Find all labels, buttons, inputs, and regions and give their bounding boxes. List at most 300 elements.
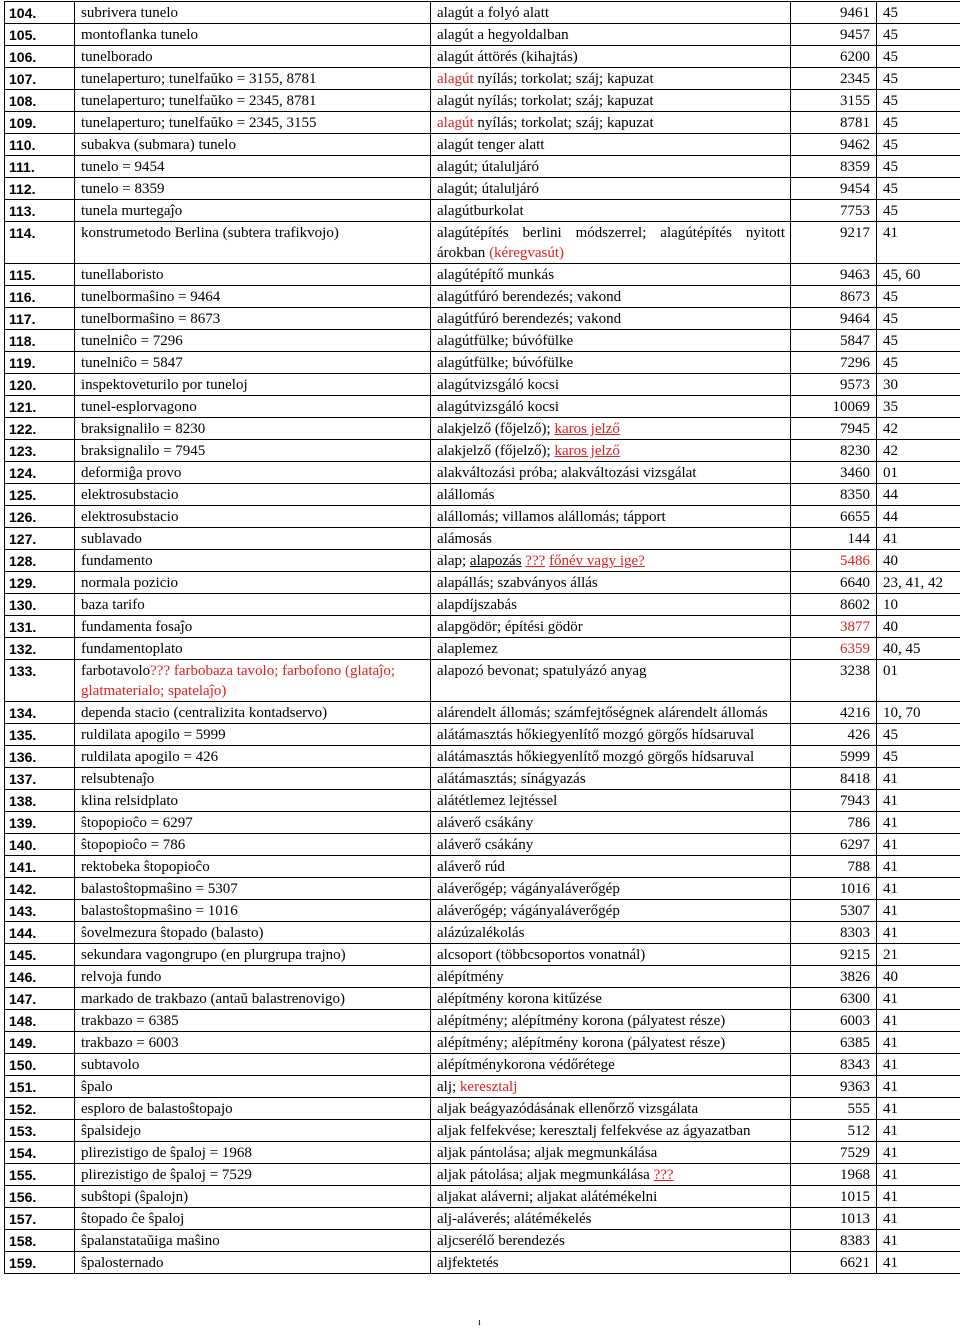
text-segment: 7943 [840, 793, 870, 809]
text-segment: karos jelző [554, 443, 620, 459]
esperanto-term [75, 68, 431, 90]
hungarian-term [431, 528, 791, 550]
text-segment: 512 [847, 1123, 870, 1139]
section-codes: 41 [877, 1142, 960, 1164]
table-row [5, 660, 960, 702]
row-number: 115. [5, 264, 75, 286]
section-codes: 45 [877, 352, 960, 374]
table-row [5, 572, 960, 594]
section-codes: 45 [877, 46, 960, 68]
row-number: 148. [5, 1010, 75, 1032]
table-row [5, 922, 960, 944]
term-code [791, 1252, 877, 1274]
esperanto-term [75, 1230, 431, 1252]
esperanto-term [75, 746, 431, 768]
table-row [5, 944, 960, 966]
text-segment: alátámasztás; sínágyazás [437, 771, 586, 787]
table-row [5, 462, 960, 484]
text-segment: 786 [847, 815, 870, 831]
table-row [5, 1010, 960, 1032]
text-segment: aljfektetés [437, 1255, 499, 1271]
text-segment: ŝovelmezura ŝtopado (balasto) [81, 925, 264, 941]
text-segment: 8350 [840, 487, 870, 503]
esperanto-term [75, 506, 431, 528]
text-segment: 6003 [840, 1013, 870, 1029]
text-segment: 8303 [840, 925, 870, 941]
text-segment: alap; [437, 553, 470, 569]
text-segment: fundamento [81, 553, 153, 569]
text-segment: aljak pántolása; aljak megmunkálása [437, 1145, 658, 1161]
row-number: 149. [5, 1032, 75, 1054]
esperanto-term [75, 178, 431, 200]
hungarian-term [431, 200, 791, 222]
row-number: 116. [5, 286, 75, 308]
term-code [791, 178, 877, 200]
text-segment: alcsoport (többcsoportos vonatnál) [437, 947, 646, 963]
esperanto-term [75, 156, 431, 178]
text-segment: tunel-esplorvagono [81, 399, 197, 415]
section-codes: 35 [877, 396, 960, 418]
table-row [5, 988, 960, 1010]
hungarian-term [431, 660, 791, 702]
text-segment: elektrosubstacio [81, 487, 179, 503]
text-segment: subrivera tunelo [81, 5, 179, 21]
text-segment: tunelniĉo = 7296 [81, 333, 183, 349]
hungarian-term [431, 944, 791, 966]
row-number: 155. [5, 1164, 75, 1186]
table-row [5, 396, 960, 418]
hungarian-term [431, 790, 791, 812]
section-codes: 42 [877, 440, 960, 462]
term-code [791, 222, 877, 264]
row-number: 130. [5, 594, 75, 616]
text-segment: alagút [437, 115, 474, 131]
text-segment: 8602 [840, 597, 870, 613]
text-segment: alagútépítés berlini módszerrel; alagútépítés nyitott árokban [437, 225, 785, 261]
text-segment: 7753 [840, 203, 870, 219]
section-codes: 41 [877, 922, 960, 944]
text-segment: 426 [847, 727, 870, 743]
hungarian-term [431, 1120, 791, 1142]
text-segment: alázúzalékolás [437, 925, 525, 941]
term-code [791, 374, 877, 396]
term-code [791, 572, 877, 594]
text-segment: 9464 [840, 311, 870, 327]
text-segment: tunelo = 8359 [81, 181, 165, 197]
text-segment: 7296 [840, 355, 870, 371]
text-segment: braksignalilo = 7945 [81, 443, 206, 459]
hungarian-term [431, 724, 791, 746]
table-row [5, 156, 960, 178]
text-segment: inspektoveturilo por tuneloj [81, 377, 248, 393]
hungarian-term [431, 550, 791, 572]
term-code [791, 878, 877, 900]
hungarian-term [431, 1054, 791, 1076]
text-segment: esploro de balastoŝtopajo [81, 1101, 233, 1117]
section-codes: 40 [877, 550, 960, 572]
hungarian-term [431, 1230, 791, 1252]
section-codes: 41 [877, 790, 960, 812]
text-segment: plirezistigo de ŝpaloj = 1968 [81, 1145, 252, 1161]
esperanto-term [75, 1120, 431, 1142]
table-row [5, 594, 960, 616]
term-code [791, 440, 877, 462]
row-number: 158. [5, 1230, 75, 1252]
section-codes: 41 [877, 222, 960, 264]
esperanto-term [75, 966, 431, 988]
text-segment: aljak beágyazódásának ellenőrző vizsgálata [437, 1101, 699, 1117]
term-code [791, 1230, 877, 1252]
table-row [5, 330, 960, 352]
text-segment: 3460 [840, 465, 870, 481]
hungarian-term [431, 374, 791, 396]
table-row [5, 1252, 960, 1274]
text-segment: baza tarifo [81, 597, 145, 613]
text-segment: aljak felfekvése; keresztalj felfekvése az ágyazatban [437, 1123, 751, 1139]
term-code [791, 308, 877, 330]
term-code [791, 944, 877, 966]
text-segment: 3877 [840, 619, 870, 635]
section-codes: 45 [877, 24, 960, 46]
text-segment: alagútvizsgáló kocsi [437, 399, 560, 415]
text-segment: 6621 [840, 1255, 870, 1271]
term-code [791, 46, 877, 68]
text-segment: 10069 [832, 399, 870, 415]
term-code [791, 156, 877, 178]
text-segment: tunelborado [81, 49, 153, 65]
term-code [791, 746, 877, 768]
text-segment: alagút a hegyoldalban [437, 27, 569, 43]
row-number: 132. [5, 638, 75, 660]
esperanto-term [75, 24, 431, 46]
term-code [791, 900, 877, 922]
hungarian-term [431, 702, 791, 724]
hungarian-term [431, 1076, 791, 1098]
text-segment: balastoŝtopmaŝino = 1016 [81, 903, 238, 919]
table-row [5, 528, 960, 550]
row-number: 125. [5, 484, 75, 506]
glossary-table [4, 1, 960, 1274]
text-segment: tunelniĉo = 5847 [81, 355, 183, 371]
text-segment: aláverő rúd [437, 859, 505, 875]
section-codes: 41 [877, 1098, 960, 1120]
esperanto-term [75, 768, 431, 790]
table-row [5, 134, 960, 156]
table-row [5, 264, 960, 286]
table-row [5, 178, 960, 200]
section-codes: 41 [877, 812, 960, 834]
section-codes: 45 [877, 90, 960, 112]
section-codes: 45 [877, 200, 960, 222]
section-codes: 45 [877, 724, 960, 746]
hungarian-term [431, 134, 791, 156]
text-segment: tunelaperturo; tunelfaŭko = 2345, 8781 [81, 93, 317, 109]
text-segment: alátámasztás hőkiegyenlítő mozgó görgős hídsaruval [437, 727, 755, 743]
row-number: 106. [5, 46, 75, 68]
table-row [5, 746, 960, 768]
row-number: 113. [5, 200, 75, 222]
row-number: 140. [5, 834, 75, 856]
text-segment: tunela murtegaĵo [81, 203, 183, 219]
text-segment: aljcserélő berendezés [437, 1233, 565, 1249]
term-code [791, 418, 877, 440]
text-segment: montoflanka tunelo [81, 27, 199, 43]
text-segment: farbotavolo [81, 663, 151, 679]
section-codes: 40 [877, 616, 960, 638]
term-code [791, 68, 877, 90]
hungarian-term [431, 352, 791, 374]
esperanto-term [75, 616, 431, 638]
term-code [791, 834, 877, 856]
text-segment: subakva (submara) tunelo [81, 137, 236, 153]
table-row [5, 1186, 960, 1208]
row-number: 128. [5, 550, 75, 572]
table-row [5, 286, 960, 308]
table-row [5, 200, 960, 222]
term-code [791, 724, 877, 746]
row-number: 145. [5, 944, 75, 966]
text-segment: alagút a folyó alatt [437, 5, 550, 21]
esperanto-term [75, 922, 431, 944]
term-code [791, 594, 877, 616]
term-code [791, 702, 877, 724]
row-number: 121. [5, 396, 75, 418]
table-row [5, 506, 960, 528]
term-code [791, 1208, 877, 1230]
row-number: 134. [5, 702, 75, 724]
table-row [5, 966, 960, 988]
esperanto-term [75, 790, 431, 812]
table-row [5, 702, 960, 724]
table-row [5, 440, 960, 462]
esperanto-term [75, 944, 431, 966]
term-code [791, 264, 877, 286]
text-segment: alapozó bevonat; spatulyázó anyag [437, 663, 647, 679]
text-segment: 8418 [840, 771, 870, 787]
row-number: 147. [5, 988, 75, 1010]
esperanto-term [75, 46, 431, 68]
row-number: 107. [5, 68, 75, 90]
text-segment: alépítmény; alépítmény korona (pályatest része) [437, 1013, 726, 1029]
glossary-rows [5, 2, 960, 1274]
term-code [791, 1054, 877, 1076]
text-segment: alagútvizsgáló kocsi [437, 377, 560, 393]
text-segment: 6385 [840, 1035, 870, 1051]
text-segment: 8343 [840, 1057, 870, 1073]
text-segment: 9573 [840, 377, 870, 393]
text-segment: 5847 [840, 333, 870, 349]
text-segment: 6655 [840, 509, 870, 525]
row-number: 156. [5, 1186, 75, 1208]
row-number: 122. [5, 418, 75, 440]
table-row [5, 616, 960, 638]
text-segment: 7945 [840, 421, 870, 437]
text-segment: ŝpalo [81, 1079, 113, 1095]
term-code [791, 134, 877, 156]
table-row [5, 90, 960, 112]
hungarian-term [431, 222, 791, 264]
table-row [5, 1142, 960, 1164]
term-code [791, 922, 877, 944]
table-row [5, 2, 960, 24]
text-segment: 6359 [840, 641, 870, 657]
text-segment: 9457 [840, 27, 870, 43]
page-footer-mark: ı [478, 1317, 481, 1328]
row-number: 154. [5, 1142, 75, 1164]
text-segment: alagút [437, 71, 474, 87]
hungarian-term [431, 1208, 791, 1230]
table-row [5, 790, 960, 812]
table-row [5, 550, 960, 572]
hungarian-term [431, 812, 791, 834]
row-number: 131. [5, 616, 75, 638]
term-code [791, 484, 877, 506]
text-segment: 6200 [840, 49, 870, 65]
hungarian-term [431, 1186, 791, 1208]
text-segment: 3238 [840, 663, 870, 679]
text-segment: 7529 [840, 1145, 870, 1161]
text-segment: aláverő csákány [437, 837, 534, 853]
term-code [791, 1098, 877, 1120]
table-row [5, 1120, 960, 1142]
section-codes: 45 [877, 178, 960, 200]
text-segment: ŝpalosternado [81, 1255, 164, 1271]
esperanto-term [75, 988, 431, 1010]
text-segment: normala pozicio [81, 575, 179, 591]
term-code [791, 1164, 877, 1186]
esperanto-term [75, 374, 431, 396]
text-segment: 8230 [840, 443, 870, 459]
text-segment: 9215 [840, 947, 870, 963]
esperanto-term [75, 286, 431, 308]
text-segment: 3155 [840, 93, 870, 109]
text-segment: alépítménykorona védőrétege [437, 1057, 615, 1073]
hungarian-term [431, 396, 791, 418]
section-codes: 41 [877, 1230, 960, 1252]
text-segment: alakjelző (főjelző); [437, 421, 555, 437]
term-code [791, 286, 877, 308]
text-segment: subŝtopi (ŝpalojn) [81, 1189, 189, 1205]
table-row [5, 484, 960, 506]
term-code [791, 1142, 877, 1164]
text-segment: alj-aláverés; alátémékelés [437, 1211, 592, 1227]
term-code [791, 528, 877, 550]
text-segment: karos jelző [554, 421, 620, 437]
text-segment: alakváltozási próba; alakváltozási vizsgálat [437, 465, 697, 481]
section-codes: 41 [877, 1208, 960, 1230]
esperanto-term [75, 1252, 431, 1274]
row-number: 142. [5, 878, 75, 900]
text-segment: 144 [847, 531, 870, 547]
section-codes: 45 [877, 286, 960, 308]
section-codes: 41 [877, 1186, 960, 1208]
text-segment: tunelaperturo; tunelfaŭko = 2345, 3155 [81, 115, 317, 131]
text-segment: sekundara vagongrupo (en plurgrupa trajno) [81, 947, 346, 963]
hungarian-term [431, 1010, 791, 1032]
text-segment: ŝtopopioĉo = 6297 [81, 815, 193, 831]
term-code [791, 396, 877, 418]
term-code [791, 550, 877, 572]
esperanto-term [75, 594, 431, 616]
section-codes: 01 [877, 462, 960, 484]
term-code [791, 1186, 877, 1208]
table-row [5, 308, 960, 330]
esperanto-term [75, 134, 431, 156]
table-row [5, 900, 960, 922]
section-codes: 41 [877, 1032, 960, 1054]
text-segment: tunelo = 9454 [81, 159, 165, 175]
row-number: 114. [5, 222, 75, 264]
table-row [5, 878, 960, 900]
hungarian-term [431, 746, 791, 768]
section-codes: 41 [877, 1252, 960, 1274]
section-codes: 45 [877, 308, 960, 330]
hungarian-term [431, 988, 791, 1010]
text-segment: aljak pátolása; aljak megmunkálása [437, 1167, 654, 1183]
row-number: 152. [5, 1098, 75, 1120]
text-segment: alagút áttörés (kihajtás) [437, 49, 578, 65]
hungarian-term [431, 484, 791, 506]
esperanto-term [75, 352, 431, 374]
table-row [5, 352, 960, 374]
esperanto-term [75, 1032, 431, 1054]
esperanto-term [75, 812, 431, 834]
text-segment: sublavado [81, 531, 142, 547]
section-codes: 21 [877, 944, 960, 966]
row-number: 126. [5, 506, 75, 528]
section-codes: 30 [877, 374, 960, 396]
text-segment: rektobeka ŝtopopiоĉo [81, 859, 210, 875]
text-segment: 8673 [840, 289, 870, 305]
text-segment: aljakat aláverni; aljakat alátémékelni [437, 1189, 658, 1205]
text-segment: fundamentoplato [81, 641, 183, 657]
term-code [791, 2, 877, 24]
hungarian-term [431, 966, 791, 988]
hungarian-term [431, 1142, 791, 1164]
text-segment: alakjelző (főjelző); [437, 443, 555, 459]
text-segment: alagút; útaluljáró [437, 181, 540, 197]
hungarian-term [431, 594, 791, 616]
row-number: 110. [5, 134, 75, 156]
row-number: 108. [5, 90, 75, 112]
row-number: 118. [5, 330, 75, 352]
row-number: 120. [5, 374, 75, 396]
esperanto-term [75, 550, 431, 572]
section-codes: 45 [877, 156, 960, 178]
row-number: 153. [5, 1120, 75, 1142]
hungarian-term [431, 2, 791, 24]
term-code [791, 462, 877, 484]
esperanto-term [75, 484, 431, 506]
table-row [5, 68, 960, 90]
section-codes: 41 [877, 528, 960, 550]
esperanto-term [75, 462, 431, 484]
text-segment: 6297 [840, 837, 870, 853]
table-row [5, 46, 960, 68]
esperanto-term [75, 900, 431, 922]
text-segment: 1013 [840, 1211, 870, 1227]
hungarian-term [431, 264, 791, 286]
hungarian-term [431, 156, 791, 178]
text-segment: 9461 [840, 5, 870, 21]
table-row [5, 638, 960, 660]
term-code [791, 616, 877, 638]
text-segment: plirezistigo de ŝpaloj = 7529 [81, 1167, 252, 1183]
hungarian-term [431, 178, 791, 200]
text-segment: ŝpalanstataŭiga maŝino [81, 1233, 220, 1249]
text-segment: 1015 [840, 1189, 870, 1205]
section-codes: 41 [877, 1054, 960, 1076]
